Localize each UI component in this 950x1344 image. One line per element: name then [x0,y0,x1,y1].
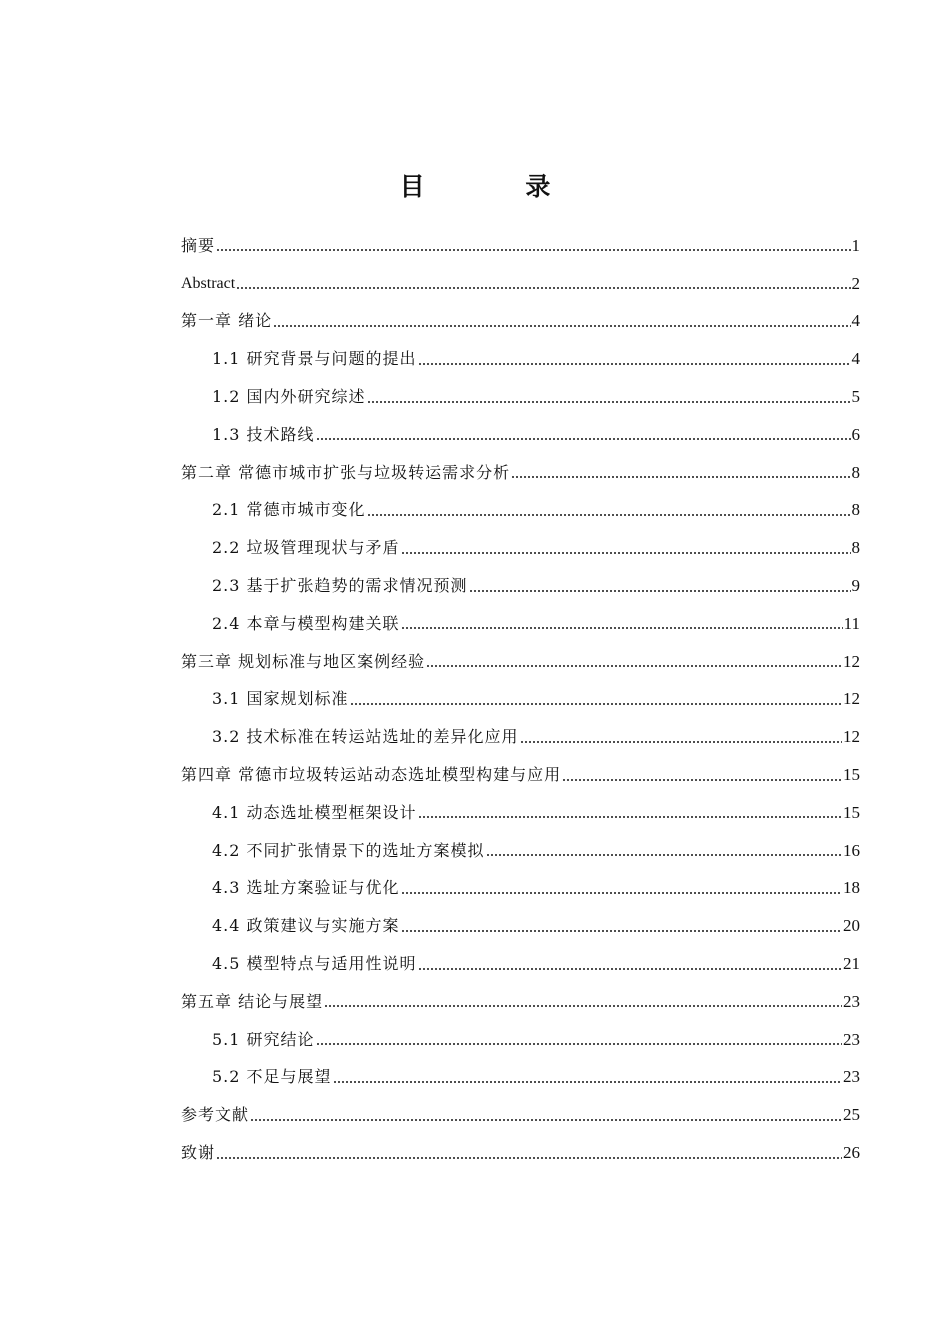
toc-dot-leader [216,1156,842,1160]
toc-entry-page-number: 8 [851,500,860,520]
toc-entry-page-number: 4 [851,349,860,369]
toc-dot-leader [486,853,842,857]
toc-entry-label: 1.1 研究背景与问题的提出 [212,349,417,369]
toc-entry-label: 4.5 模型特点与适用性说明 [212,954,417,974]
toc-dot-leader [401,891,842,895]
toc-dot-leader [426,664,842,668]
toc-entry-label: 2.2 垃圾管理现状与矛盾 [212,538,400,558]
toc-entry-label: 第一章 绪论 [181,311,273,331]
toc-entry-page-number: 23 [843,1029,860,1049]
toc-entry-page-number: 12 [843,727,860,747]
toc-entry-page-number: 1 [851,235,860,255]
toc-entry-page-number: 8 [851,462,860,482]
toc-entry[interactable] [181,870,860,908]
toc-entry-label: 2.1 常德市城市变化 [212,500,366,520]
toc-entry[interactable] [181,643,860,681]
toc-entry[interactable] [181,529,860,567]
toc-entry-page-number: 25 [843,1105,860,1125]
toc-entry-label: 2.4 本章与模型构建关联 [212,613,400,633]
toc-entry[interactable] [181,756,860,794]
toc-entry[interactable] [181,454,860,492]
toc-entry-page-number: 2 [851,273,860,293]
toc-dot-leader [316,437,851,441]
toc-entry-label: 5.2 不足与展望 [212,1067,332,1087]
toc-entry-page-number: 8 [851,538,860,558]
toc-dot-leader [418,967,842,971]
toc-entry-label: 5.1 研究结论 [212,1029,315,1049]
toc-entry-label: 第五章 结论与展望 [181,991,324,1011]
toc-dot-leader [324,1004,842,1008]
toc-entry-page-number: 23 [843,991,860,1011]
toc-entry[interactable] [181,1134,860,1172]
toc-entry[interactable] [181,265,860,303]
toc-entry[interactable] [181,303,860,341]
toc-entry[interactable] [181,832,860,870]
toc-entry-page-number: 12 [843,689,860,709]
toc-dot-leader [511,475,850,479]
toc-entry[interactable] [181,983,860,1021]
toc-entry[interactable] [181,567,860,605]
toc-dot-leader [250,1118,842,1122]
toc-entry[interactable] [181,605,860,643]
toc-entry-label: 4.1 动态选址模型框架设计 [212,802,417,822]
toc-entry[interactable] [181,1059,860,1097]
toc-dot-leader [273,324,850,328]
toc-entry-page-number: 5 [851,387,860,407]
toc-entry-label: 摘要 [181,235,216,255]
toc-entry-label: 第三章 规划标准与地区案例经验 [181,651,426,671]
toc-entry-label: 1.3 技术路线 [212,424,315,444]
toc-entry-page-number: 26 [843,1143,860,1163]
toc-entry-label: 第四章 常德市垃圾转运站动态选址模型构建与应用 [181,765,562,785]
toc-entry-page-number: 15 [843,765,860,785]
toc-dot-leader [216,248,850,252]
toc-entry[interactable] [181,1021,860,1059]
toc-entry-label: 1.2 国内外研究综述 [212,387,366,407]
toc-dot-leader [401,626,843,630]
toc-entry[interactable] [181,794,860,832]
toc-dot-leader [333,1080,842,1084]
toc-entry-label: 参考文献 [181,1105,250,1125]
toc-dot-leader [367,513,851,517]
toc-dot-leader [418,362,851,366]
toc-entry-label: 致谢 [181,1143,216,1163]
toc-dot-leader [236,286,850,290]
toc-entry-page-number: 12 [843,651,860,671]
toc-entry-page-number: 18 [843,878,860,898]
toc-entry-label: Abstract [181,274,236,292]
toc-dot-leader [520,740,842,744]
toc-dot-leader [469,589,851,593]
toc-entry[interactable] [181,681,860,719]
toc-dot-leader [418,815,842,819]
toc-entry-label: 4.2 不同扩张情景下的选址方案模拟 [212,840,485,860]
toc-entry-page-number: 20 [843,916,860,936]
toc-dot-leader [350,702,842,706]
toc-entry-page-number: 4 [851,311,860,331]
toc-entry-page-number: 9 [851,576,860,596]
toc-entry[interactable] [181,492,860,530]
toc-dot-leader [316,1042,842,1046]
toc-entry-page-number: 16 [843,840,860,860]
toc-dot-leader [367,400,851,404]
toc-entry-label: 3.2 技术标准在转运站选址的差异化应用 [212,727,519,747]
toc-entry-page-number: 11 [843,613,860,633]
toc-entry-label: 2.3 基于扩张趋势的需求情况预测 [212,576,468,596]
toc-entry[interactable] [181,416,860,454]
toc-entry[interactable] [181,718,860,756]
toc-entry[interactable] [181,340,860,378]
toc-title: 目 录 [399,172,597,201]
toc-dot-leader [401,929,842,933]
toc-entry-label: 3.1 国家规划标准 [212,689,349,709]
toc-entry-page-number: 15 [843,802,860,822]
toc-entry[interactable] [181,378,860,416]
toc-entry-label: 第二章 常德市城市扩张与垃圾转运需求分析 [181,462,511,482]
toc-entry-label: 4.3 选址方案验证与优化 [212,878,400,898]
toc-dot-leader [401,551,851,555]
toc-list [181,227,860,1172]
toc-entry-page-number: 6 [851,424,860,444]
toc-entry[interactable] [181,907,860,945]
toc-entry-page-number: 23 [843,1067,860,1087]
toc-entry[interactable] [181,227,860,265]
toc-entry-page-number: 21 [843,954,860,974]
toc-entry[interactable] [181,945,860,983]
toc-dot-leader [562,778,842,782]
toc-entry-label: 4.4 政策建议与实施方案 [212,916,400,936]
toc-entry[interactable] [181,1096,860,1134]
